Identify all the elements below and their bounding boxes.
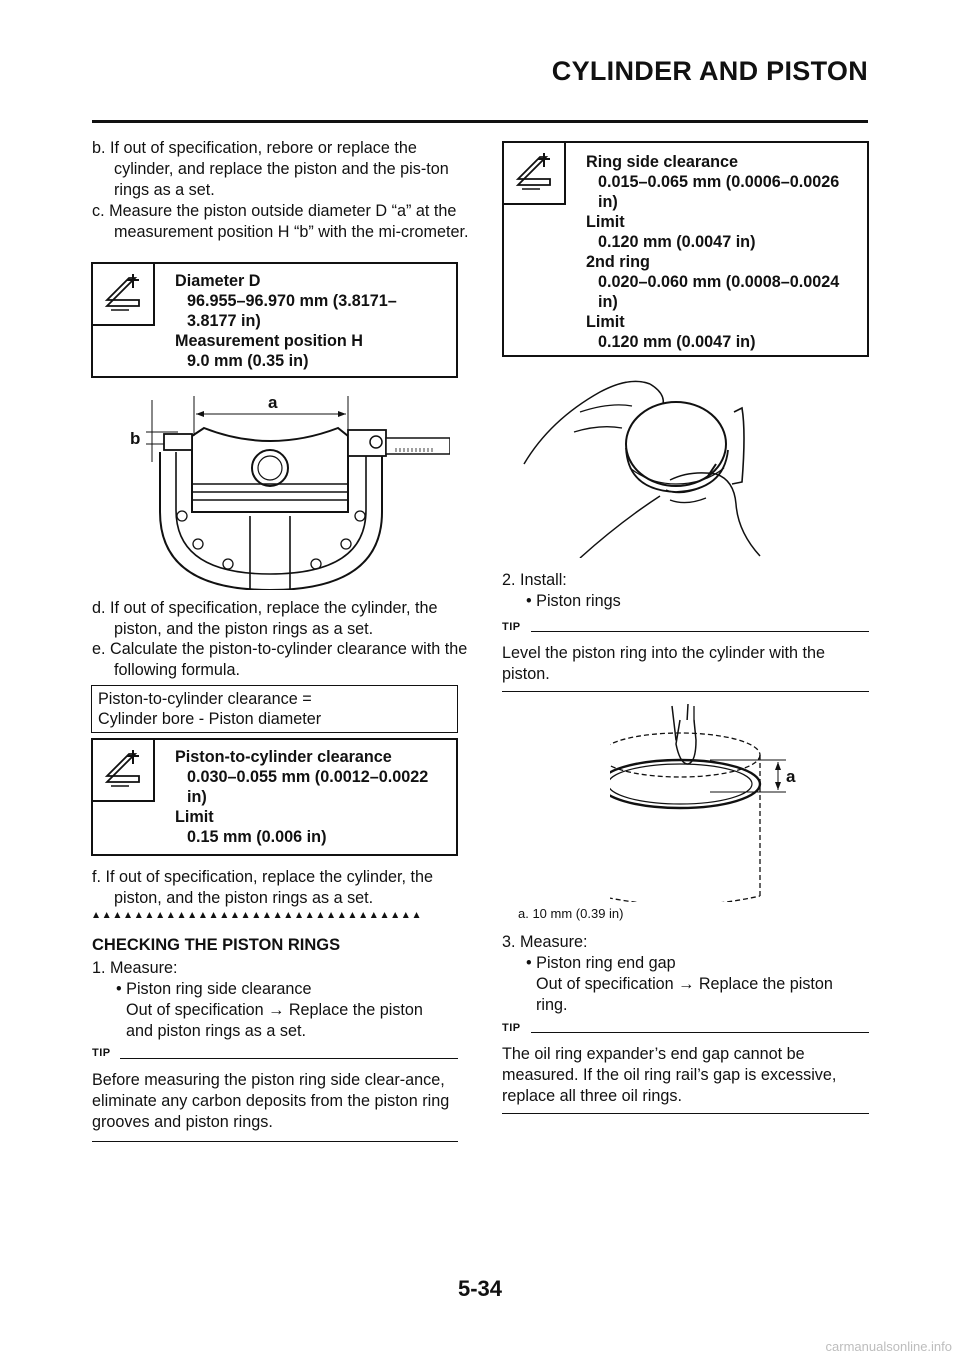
tip-label-1: TIP — [92, 1047, 111, 1059]
spec-label-ring-side: Ring side clearance — [586, 153, 739, 171]
spec-label-limit-1: Limit — [586, 213, 625, 231]
tip-rule-bottom — [502, 1113, 869, 1114]
step-b: b. If out of specification, rebore or replace the cylinder, and replace the piston and the pis-ton rings as a set. — [92, 139, 449, 199]
bullet-piston-rings: • Piston rings — [526, 592, 621, 610]
spec-icon-cell — [93, 264, 155, 326]
formula-box — [91, 685, 458, 733]
spec-value-2nd-ring-2: in) — [598, 293, 618, 311]
watermark: carmanualsonline.info — [825, 1339, 952, 1354]
spec-value-diameter-1: 96.955–96.970 mm (3.8171– — [187, 292, 397, 310]
spec-value-limit-2: 0.120 mm (0.0047 in) — [598, 333, 756, 351]
spec-value-limit-1: 0.120 mm (0.0047 in) — [598, 233, 756, 251]
spec-body — [175, 747, 428, 847]
spec-value-limit: 0.15 mm (0.006 in) — [187, 828, 327, 846]
bullet-ring-end-gap: • Piston ring end gap — [526, 954, 676, 972]
page-number: 5-34 — [457, 1276, 503, 1301]
caliper-icon — [99, 746, 147, 794]
spec-value-position: 9.0 mm (0.35 in) — [187, 352, 309, 370]
page-title: CYLINDER AND PISTON — [551, 56, 868, 86]
spec-label-limit-2: Limit — [586, 313, 625, 331]
spec-box-piston-clearance — [91, 738, 458, 856]
spec-value-clearance-1: 0.030–0.055 mm (0.0012–0.0022 — [187, 768, 429, 786]
tip-rule-bottom — [92, 1141, 458, 1142]
spec-box-diameter — [91, 262, 458, 378]
step-c: c. Measure the piston outside diameter D “a” at the measurement position H “b” with the mi-crometer. — [92, 202, 469, 241]
step-3: 3. Measure: — [502, 933, 588, 951]
spec-body — [175, 271, 397, 371]
step-f: f. If out of specification, replace the cylinder, the piston, and the piston rings as a set. — [92, 868, 434, 907]
spec-value-ring-side-2: in) — [598, 193, 618, 211]
fig1-label-a: a — [268, 393, 278, 412]
step-e: e. Calculate the piston-to-cylinder clearance with the following formula. — [92, 640, 468, 679]
tip-text-1: Before measuring the piston ring side clear-ance, eliminate any carbon deposits from the piston ring grooves and piston rings. — [92, 1071, 450, 1131]
end-of-procedure-divider: ▲▲▲▲▲▲▲▲▲▲▲▲▲▲▲▲▲▲▲▲▲▲▲▲▲▲▲▲▲▲▲ — [91, 910, 423, 921]
spec-value-clearance-2: in) — [187, 788, 207, 806]
bullet-ring-side-clearance: • Piston ring side clearance — [116, 980, 312, 998]
step-2: 2. Install: — [502, 571, 567, 589]
tip-rule-top — [120, 1058, 458, 1059]
tip-rule-top — [531, 1032, 869, 1033]
tip-label-3: TIP — [502, 1022, 521, 1034]
caliper-icon — [510, 149, 558, 197]
spec-body — [586, 152, 839, 352]
spec-label-diameter: Diameter D — [175, 272, 261, 290]
ring-side-clearance-figure — [520, 372, 770, 558]
spec-label-position: Measurement position H — [175, 332, 363, 350]
tip-rule-top — [531, 631, 869, 632]
spec-value-ring-side-1: 0.015–0.065 mm (0.0006–0.0026 — [598, 173, 840, 191]
spec-icon-cell — [504, 143, 566, 205]
spec-label-limit: Limit — [175, 808, 214, 826]
formula-line-2: Cylinder bore - Piston diameter — [98, 710, 322, 728]
caliper-icon — [99, 270, 147, 318]
tip-text-3: The oil ring expander’s end gap cannot be measured. If the oil ring rail’s gap is excessive, replace all three oil rings. — [502, 1045, 837, 1105]
step-d: d. If out of specification, replace the cylinder, the piston, and the piston rings as a set. — [92, 599, 438, 638]
spec-label-clearance: Piston-to-cylinder clearance — [175, 748, 392, 766]
out-of-spec-1: Out of specification → Replace the piston and piston rings as a set. — [126, 1001, 423, 1040]
figure-caption: a. 10 mm (0.39 in) — [518, 906, 624, 921]
ring-in-cylinder-figure — [610, 700, 810, 902]
spec-value-2nd-ring-1: 0.020–0.060 mm (0.0008–0.0024 — [598, 273, 840, 291]
tip-rule-bottom — [502, 691, 869, 692]
header-rule — [92, 120, 868, 123]
tip-label-2: TIP — [502, 621, 521, 633]
formula-line-1: Piston-to-cylinder clearance = — [98, 690, 312, 708]
step-1: 1. Measure: — [92, 959, 178, 977]
fig1-label-b: b — [130, 429, 141, 448]
fig3-label-a: a — [786, 767, 796, 786]
spec-icon-cell — [93, 740, 155, 802]
out-of-spec-3: Out of specification → Replace the piston ring. — [536, 975, 833, 1014]
section-heading: CHECKING THE PISTON RINGS — [92, 936, 341, 954]
spec-label-2nd-ring: 2nd ring — [586, 253, 650, 271]
tip-text-2: Level the piston ring into the cylinder with the piston. — [502, 644, 826, 683]
spec-value-diameter-2: 3.8177 in) — [187, 312, 261, 330]
piston-micrometer-figure — [120, 392, 450, 590]
spec-box-ring-side-clearance — [502, 141, 869, 357]
